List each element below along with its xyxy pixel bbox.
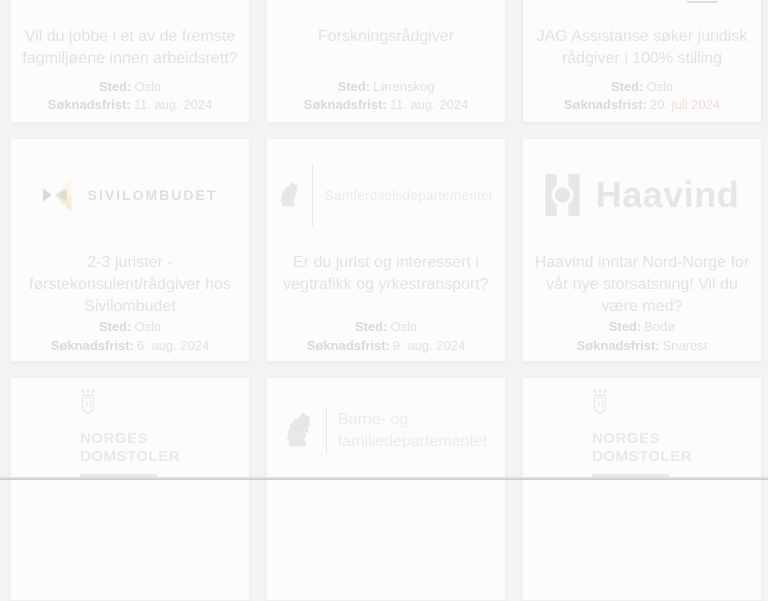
deadline-label: Søknadsfrist: bbox=[303, 97, 387, 112]
deadline-label: Søknadsfrist: bbox=[306, 338, 390, 353]
job-location bbox=[11, 79, 249, 94]
employer-logo-text: Samferdselsdepartementet bbox=[324, 187, 493, 203]
location-label: Sted: bbox=[354, 319, 388, 334]
deadline-label: Søknadsfrist: bbox=[47, 97, 131, 112]
job-deadline bbox=[523, 338, 761, 353]
job-location bbox=[267, 79, 505, 94]
job-title: JAG Assistanse søker juridisk rådgiver i 100% stilling bbox=[536, 28, 748, 67]
norwegian-lion-icon bbox=[285, 412, 315, 450]
job-deadline bbox=[11, 338, 249, 353]
job-deadline bbox=[267, 338, 505, 353]
job-card[interactable] bbox=[266, 0, 506, 123]
location-value: Oslo bbox=[646, 79, 674, 94]
job-location bbox=[11, 319, 249, 334]
location-label: Sted: bbox=[98, 319, 132, 334]
location-label: Sted: bbox=[610, 79, 644, 94]
job-card[interactable] bbox=[10, 377, 250, 601]
job-location bbox=[523, 319, 761, 334]
logo-divider bbox=[312, 164, 313, 226]
deadline-value: 20. juli 2024 bbox=[649, 97, 721, 112]
location-value: Oslo bbox=[134, 79, 162, 94]
job-title: Forskningsrådgiver bbox=[317, 28, 455, 45]
deadline-label: Søknadsfrist: bbox=[563, 97, 647, 112]
norwegian-lion-icon bbox=[279, 182, 301, 209]
job-card[interactable] bbox=[10, 0, 250, 123]
courts-crest-icon bbox=[592, 389, 608, 417]
logo-line: DOMSTOLER bbox=[79, 448, 181, 465]
deadline-label: Søknadsfrist: bbox=[50, 338, 134, 353]
job-title: Vil du jobbe i et av de fremste fagmiljøene innen arbeidsrett? bbox=[22, 28, 238, 67]
employer-logo bbox=[11, 157, 249, 233]
job-deadline bbox=[267, 97, 505, 112]
employer-logo bbox=[523, 157, 761, 233]
employer-logo-text: Haavind bbox=[595, 174, 740, 215]
employer-logo bbox=[267, 157, 505, 233]
job-card[interactable] bbox=[266, 377, 506, 601]
job-title: 2-3 jurister - førstekonsulent/rådgiver hos Sivilombudet bbox=[29, 254, 231, 315]
job-card[interactable] bbox=[266, 138, 506, 362]
deadline-value: 9. aug. 2024 bbox=[392, 338, 466, 353]
deadline-value: 11. aug. 2024 bbox=[389, 97, 469, 112]
deadline-value: 6. aug. 2024 bbox=[136, 338, 210, 353]
job-location bbox=[523, 79, 761, 94]
logo-line: NORGES bbox=[79, 430, 148, 447]
location-label: Sted: bbox=[98, 79, 132, 94]
location-value: Oslo bbox=[390, 319, 418, 334]
location-label: Sted: bbox=[608, 319, 642, 334]
logo-line: NORGES bbox=[591, 430, 660, 447]
logo-line: DOMSTOLER bbox=[591, 448, 693, 465]
job-title: Haavind inntar Nord-Norge for vår nye storsatsning! Vil du være med? bbox=[534, 254, 750, 315]
job-title: Er du jurist og interessert i vegtrafikk og yrkestransport? bbox=[283, 254, 489, 293]
employer-logo-text bbox=[80, 430, 180, 466]
location-value: Oslo bbox=[134, 319, 162, 334]
cropped-logo-fragment bbox=[687, 1, 717, 3]
haavind-monogram-icon bbox=[545, 173, 580, 217]
logo-divider bbox=[326, 408, 327, 454]
job-card[interactable] bbox=[522, 0, 762, 123]
location-value: Lørenskog bbox=[373, 79, 435, 94]
logo-line: familiedepartementet bbox=[337, 433, 488, 450]
job-card[interactable] bbox=[522, 377, 762, 601]
logo-line: Barne- og bbox=[337, 411, 409, 428]
sivilombudet-arrows-icon bbox=[43, 178, 79, 212]
employer-logo-text bbox=[592, 430, 692, 466]
employer-logo-text bbox=[338, 409, 487, 453]
deadline-label: Søknadsfrist: bbox=[576, 338, 660, 353]
job-location bbox=[267, 319, 505, 334]
deadline-value: Snarest bbox=[662, 338, 708, 353]
location-value: Bodø bbox=[644, 319, 676, 334]
job-deadline bbox=[11, 97, 249, 112]
job-card[interactable] bbox=[10, 138, 250, 362]
deadline-value: 11. aug. 2024 bbox=[133, 97, 213, 112]
job-card[interactable] bbox=[522, 138, 762, 362]
courts-crest-icon bbox=[80, 389, 96, 417]
location-label: Sted: bbox=[337, 79, 371, 94]
job-deadline bbox=[523, 97, 761, 112]
employer-logo-text: SIVILOMBUDET bbox=[87, 187, 218, 203]
